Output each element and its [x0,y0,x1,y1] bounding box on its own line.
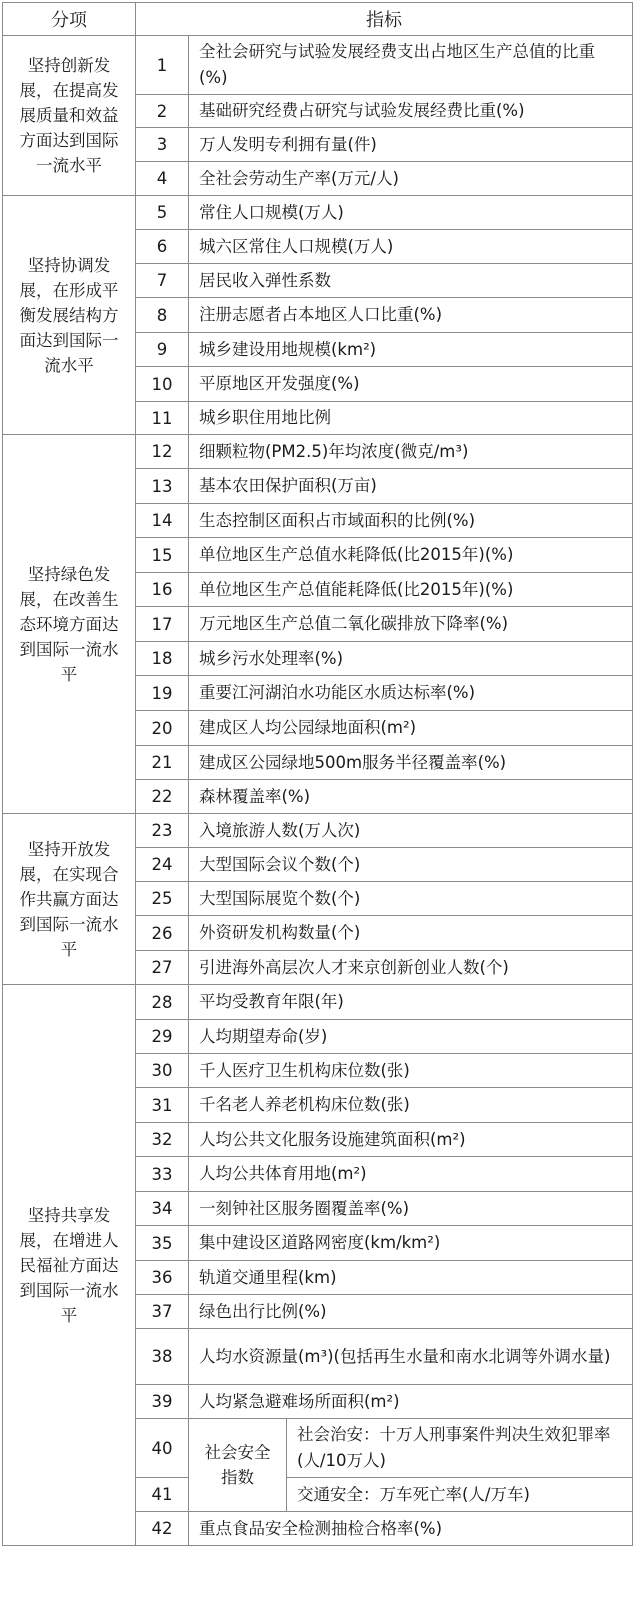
indicator-cell: 细颗粒物(PM2.5)年均浓度(微克/m³) [189,435,633,469]
row-number: 26 [136,916,189,951]
row-number: 16 [136,573,189,607]
indicator-cell: 大型国际会议个数(个) [189,848,633,882]
row-number: 19 [136,676,189,711]
row-number: 36 [136,1261,189,1295]
header-indicator: 指标 [136,3,633,36]
table-row [3,814,633,848]
table-body [3,36,633,1546]
table-row [3,435,633,469]
indicator-cell: 城乡建设用地规模(km²) [189,333,633,367]
row-number: 37 [136,1295,189,1329]
indicator-cell: 平均受教育年限(年) [189,985,633,1020]
indicator-cell: 居民收入弹性系数 [189,264,633,298]
indicator-cell: 森林覆盖率(%) [189,780,633,814]
row-number: 8 [136,298,189,333]
table-row [3,196,633,230]
indicator-cell: 集中建设区道路网密度(km/km²) [189,1226,633,1261]
row-number: 34 [136,1192,189,1226]
indicator-cell: 单位地区生产总值水耗降低(比2015年)(%) [189,538,633,573]
row-number: 27 [136,951,189,985]
indicator-cell: 千名老人养老机构床位数(张) [189,1088,633,1123]
indicator-cell: 入境旅游人数(万人次) [189,814,633,848]
indicator-cell: 人均水资源量(m³)(包括再生水量和南水北调等外调水量) [189,1329,633,1385]
indicator-cell: 生态控制区面积占市域面积的比例(%) [189,504,633,538]
row-number: 11 [136,402,189,435]
row-number: 40 [136,1419,189,1478]
row-number: 18 [136,642,189,676]
indicator-cell: 单位地区生产总值能耗降低(比2015年)(%) [189,573,633,607]
indicator-cell: 交通安全：万车死亡率(人/万车) [287,1478,633,1512]
row-number: 6 [136,230,189,264]
row-number: 41 [136,1478,189,1512]
indicator-cell: 大型国际展览个数(个) [189,882,633,916]
indicator-cell: 基本农田保护面积(万亩) [189,469,633,504]
indicator-cell: 基础研究经费占研究与试验发展经费比重(%) [189,95,633,128]
row-number: 1 [136,36,189,95]
indicator-cell: 常住人口规模(万人) [189,196,633,230]
row-number: 35 [136,1226,189,1261]
table-row [3,36,633,95]
indicator-cell: 万人发明专利拥有量(件) [189,128,633,162]
indicator-cell: 全社会劳动生产率(万元/人) [189,162,633,196]
row-number: 39 [136,1385,189,1419]
row-number: 9 [136,333,189,367]
row-number: 29 [136,1020,189,1054]
indicator-cell: 社会治安：十万人刑事案件判决生效犯罪率(人/10万人) [287,1419,633,1478]
indicator-cell: 重点食品安全检测抽检合格率(%) [189,1512,633,1546]
indicator-cell: 人均公共文化服务设施建筑面积(m²) [189,1123,633,1157]
row-number: 17 [136,607,189,642]
indicator-cell: 城乡职住用地比例 [189,402,633,435]
indicator-cell: 重要江河湖泊水功能区水质达标率(%) [189,676,633,711]
row-number: 42 [136,1512,189,1546]
indicator-cell: 人均期望寿命(岁) [189,1020,633,1054]
indicator-cell: 全社会研究与试验发展经费支出占地区生产总值的比重(%) [189,36,633,95]
category-cell: 坚持共享发展，在增进人民福祉方面达到国际一流水平 [3,985,136,1546]
row-number: 20 [136,711,189,746]
row-number: 2 [136,95,189,128]
row-number: 7 [136,264,189,298]
header-category: 分项 [3,3,136,36]
indicator-cell: 建成区人均公园绿地面积(m²) [189,711,633,746]
indicator-cell: 万元地区生产总值二氧化碳排放下降率(%) [189,607,633,642]
row-number: 38 [136,1329,189,1385]
table-row [3,985,633,1020]
indicator-cell: 轨道交通里程(km) [189,1261,633,1295]
row-number: 23 [136,814,189,848]
category-cell: 坚持协调发展，在形成平衡发展结构方面达到国际一流水平 [3,196,136,435]
row-number: 15 [136,538,189,573]
indicator-cell: 人均公共体育用地(m²) [189,1157,633,1192]
row-number: 3 [136,128,189,162]
indicator-cell: 引进海外高层次人才来京创新创业人数(个) [189,951,633,985]
row-number: 31 [136,1088,189,1123]
indicator-cell: 一刻钟社区服务圈覆盖率(%) [189,1192,633,1226]
indicator-cell: 城六区常住人口规模(万人) [189,230,633,264]
row-number: 10 [136,367,189,402]
row-number: 12 [136,435,189,469]
indicator-cell: 城乡污水处理率(%) [189,642,633,676]
row-number: 30 [136,1054,189,1088]
row-number: 32 [136,1123,189,1157]
category-cell: 坚持绿色发展，在改善生态环境方面达到国际一流水平 [3,435,136,814]
indicator-cell: 平原地区开发强度(%) [189,367,633,402]
row-number: 13 [136,469,189,504]
row-number: 25 [136,882,189,916]
row-number: 14 [136,504,189,538]
indicator-cell: 建成区公园绿地500m服务半径覆盖率(%) [189,746,633,780]
row-number: 22 [136,780,189,814]
sub-category-cell: 社会安全指数 [189,1419,287,1512]
indicator-table [2,2,633,1546]
indicator-cell: 绿色出行比例(%) [189,1295,633,1329]
category-cell: 坚持开放发展，在实现合作共赢方面达到国际一流水平 [3,814,136,985]
table-header-row [3,3,633,36]
indicator-cell: 注册志愿者占本地区人口比重(%) [189,298,633,333]
row-number: 21 [136,746,189,780]
indicator-cell: 人均紧急避难场所面积(m²) [189,1385,633,1419]
row-number: 5 [136,196,189,230]
row-number: 24 [136,848,189,882]
row-number: 4 [136,162,189,196]
indicator-cell: 外资研发机构数量(个) [189,916,633,951]
category-cell: 坚持创新发展，在提高发展质量和效益方面达到国际一流水平 [3,36,136,196]
indicator-cell: 千人医疗卫生机构床位数(张) [189,1054,633,1088]
row-number: 33 [136,1157,189,1192]
row-number: 28 [136,985,189,1020]
